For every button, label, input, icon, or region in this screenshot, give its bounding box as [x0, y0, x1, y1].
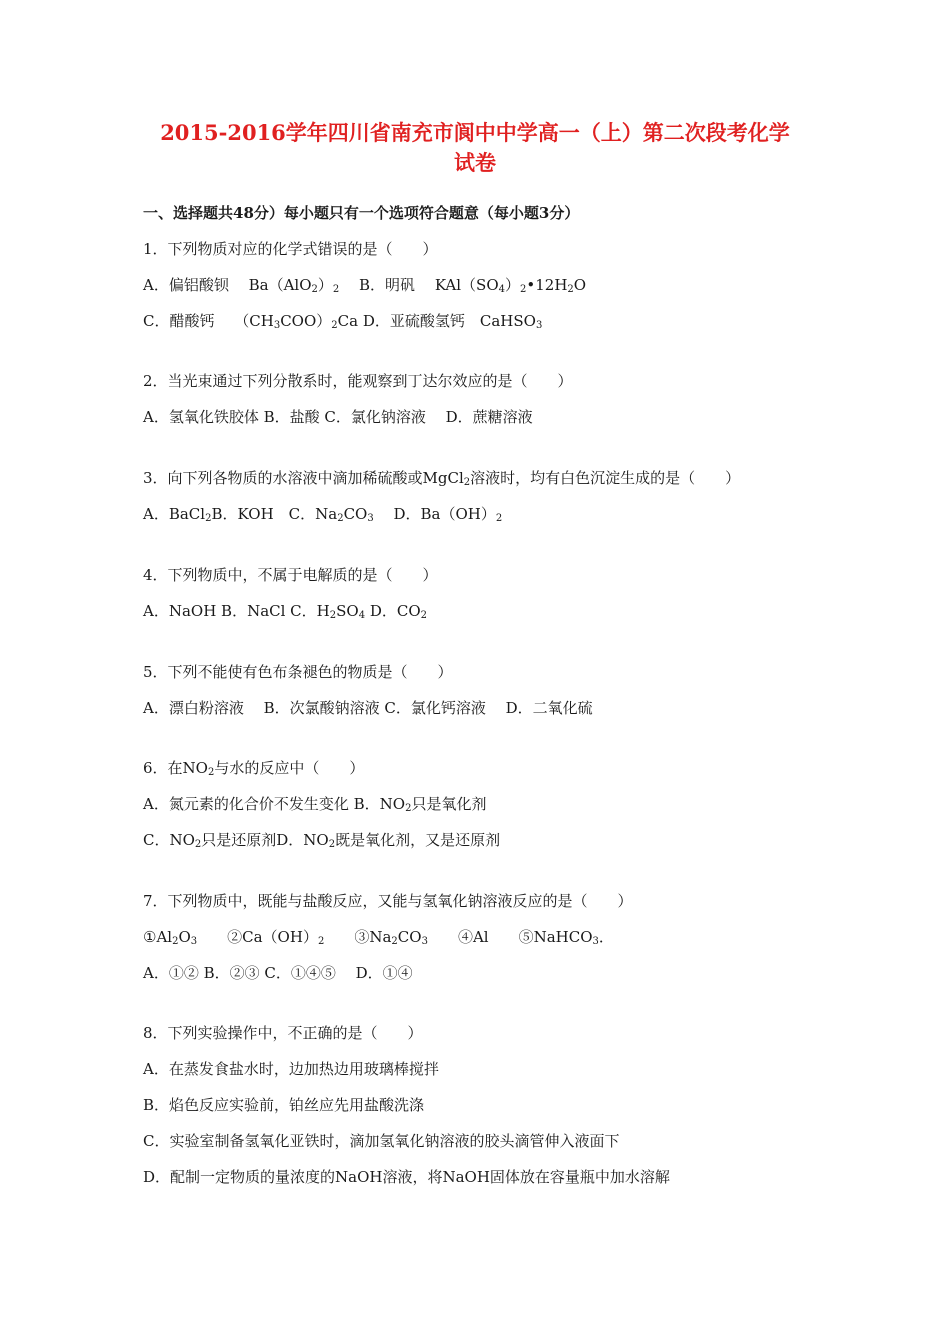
question-7-options: A．①② B．②③ C．①④⑤ D．①④	[143, 964, 413, 982]
question-8-option-c: C．实验室制备氢氧化亚铁时，滴加氢氧化钠溶液的胶头滴管伸入液面下	[143, 1132, 620, 1150]
question-5-stem: 5．下列不能使有色布条褪色的物质是（ ）	[143, 663, 453, 681]
question-5-options: A．漂白粉溶液 B．次氯酸钠溶液 C．氯化钙溶液 D．二氧化硫	[143, 699, 593, 717]
title-line-1: 2015-2016学年四川省南充市阆中中学高一（上）第二次段考化学	[160, 120, 790, 145]
question-3-options: A．BaCl$_2$B．KOH C．$Na_2CO_3$ D．$Ba(OH)_2$	[143, 505, 503, 524]
question-8-stem: 8．下列实验操作中，不正确的是（ ）	[143, 1024, 423, 1042]
title-line-2: 试卷	[454, 150, 496, 175]
question-6-stem: 6．在$NO_2$与水的反应中（ ）	[143, 759, 365, 778]
document-title	[0, 118, 950, 178]
question-8-option-d: D．配制一定物质的量浓度的NaOH溶液，将NaOH固体放在容量瓶中加水溶解	[143, 1168, 670, 1186]
question-8-option-b: B．焰色反应实验前，铂丝应先用盐酸洗涤	[143, 1096, 425, 1114]
question-6-options-ab: A．氮元素的化合价不发生变化 B．$NO_2$只是氧化剂	[143, 795, 487, 814]
question-2-stem: 2．当光束通过下列分散系时，能观察到丁达尔效应的是（ ）	[143, 372, 573, 390]
question-4-options: A．NaOH B．NaCl C．$H_2SO_4$ D．$CO_2$	[143, 602, 428, 621]
question-6-options-cd: C．$NO_2$只是还原剂D．$NO_2$既是氧化剂，又是还原剂	[143, 831, 501, 850]
question-7-stem: 7．下列物质中，既能与盐酸反应，又能与氢氧化钠溶液反应的是（ ）	[143, 892, 633, 910]
question-2-options: A．氢氧化铁胶体 B．盐酸 C．氯化钠溶液 D．蔗糖溶液	[143, 408, 533, 426]
question-1-options-ab: A．偏铝酸钡 $Ba(AlO_2)_2$ B．明矾 $KAl(SO_4)_2•12H_2O$	[143, 276, 587, 295]
question-8-option-a: A．在蒸发食盐水时，边加热边用玻璃棒搅拌	[143, 1060, 439, 1078]
question-7-substance-list: $①Al_2O_3$ $②Ca(OH)_2$ $③Na_2CO_3$ ④Al ⑤NaHCO$_3$．	[143, 928, 614, 947]
question-1-options-cd: C．醋酸钙 $(CH_3COO)_2Ca$ D．亚硫酸氢钙 CaHSO$_3$	[143, 312, 543, 331]
question-4-stem: 4．下列物质中，不属于电解质的是（ ）	[143, 566, 438, 584]
section-heading: 一、选择题共48分）每小题只有一个选项符合题意（每小题3分）	[143, 204, 580, 222]
question-3-stem: 3．向下列各物质的水溶液中滴加稀硫酸或MgCl$_2$溶液时，均有白色沉淀生成的是（ ）	[143, 469, 741, 488]
question-1-stem: 1．下列物质对应的化学式错误的是（ ）	[143, 240, 438, 258]
